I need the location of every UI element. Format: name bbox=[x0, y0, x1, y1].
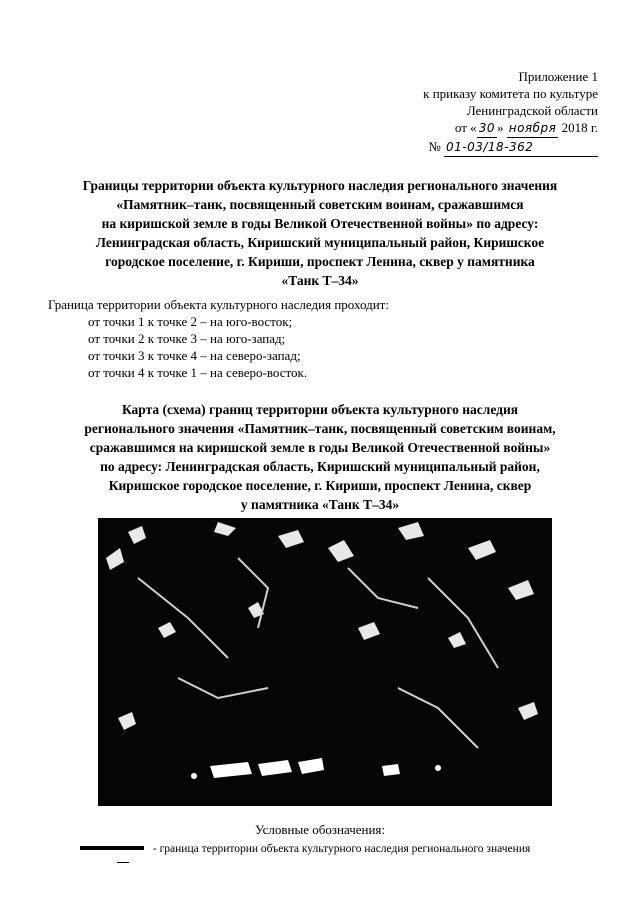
boundary-point: от точки 3 к точке 4 – на северо-запад; bbox=[88, 348, 301, 363]
title-line: городское поселение, г. Кириши, проспект Ленина, сквер у памятника bbox=[105, 254, 535, 269]
title-line: на киришской земле в годы Великой Отечественной войны» по адресу: bbox=[101, 216, 539, 231]
boundary-description bbox=[48, 296, 389, 381]
boundary-point: от точки 1 к точке 2 – на юго-восток; bbox=[88, 314, 293, 329]
appendix-line-2: к приказу комитета по культуре bbox=[423, 86, 598, 101]
map-scheme-image bbox=[98, 518, 552, 806]
legend-title: Условные обозначения: bbox=[254, 822, 386, 837]
map-title-line: Карта (схема) границ территории объекта культурного наследия bbox=[121, 402, 519, 417]
map-title-line: Киришское городское поселение, г. Кириши, проспект Ленина, сквер bbox=[108, 478, 532, 493]
date-sep: » bbox=[496, 120, 504, 135]
order-number-handwritten: 01-03/18-362 bbox=[444, 139, 598, 157]
map-title-line: сражавшимся на киришской земле в годы Великой Отечественной войны» bbox=[89, 440, 551, 455]
map-title-line: регионального значения «Памятник–танк, посвященный советским воинам, bbox=[84, 421, 556, 436]
map-photo-graphic bbox=[98, 518, 552, 806]
legend-underline-mark bbox=[117, 862, 129, 863]
boundary-point: от точки 2 к точке 3 – на юго-запад; bbox=[88, 331, 286, 346]
legend-item-label: - граница территории объекта культурного наследия регионального значения bbox=[152, 843, 531, 855]
date-day-handwritten: 30 bbox=[477, 120, 497, 138]
date-prefix: от « bbox=[454, 120, 477, 135]
appendix-date-row bbox=[268, 119, 598, 138]
boundary-point: от точки 4 к точке 1 – на северо-восток. bbox=[88, 365, 308, 380]
boundary-heading: Граница территории объекта культурного наследия проходит: bbox=[48, 297, 389, 312]
legend-item bbox=[80, 843, 530, 855]
appendix-line-3: Ленинградской области bbox=[466, 103, 598, 118]
date-month-handwritten: ноября bbox=[507, 120, 559, 138]
map-title-line: у памятника «Танк Т–34» bbox=[240, 497, 400, 512]
appendix-number-row bbox=[268, 138, 598, 157]
title-line: Ленинградская область, Киришский муниципальный район, Киришское bbox=[95, 235, 545, 250]
title-line: «Памятник–танк, посвященный советским воинам, сражавшимся bbox=[116, 197, 524, 212]
document-title bbox=[40, 176, 600, 290]
title-line: Границы территории объекта культурного наследия регионального значения bbox=[82, 178, 558, 193]
title-line: «Танк Т–34» bbox=[281, 273, 359, 288]
date-year: 2018 г. bbox=[561, 120, 598, 135]
appendix-line-1: Приложение 1 bbox=[518, 69, 598, 84]
map-title bbox=[40, 400, 600, 514]
appendix-header bbox=[268, 68, 598, 157]
map-title-line: по адресу: Ленинградская область, Киришский муниципальный район, bbox=[100, 459, 540, 474]
number-prefix: № bbox=[428, 139, 441, 154]
boundary-line-symbol bbox=[80, 846, 144, 850]
